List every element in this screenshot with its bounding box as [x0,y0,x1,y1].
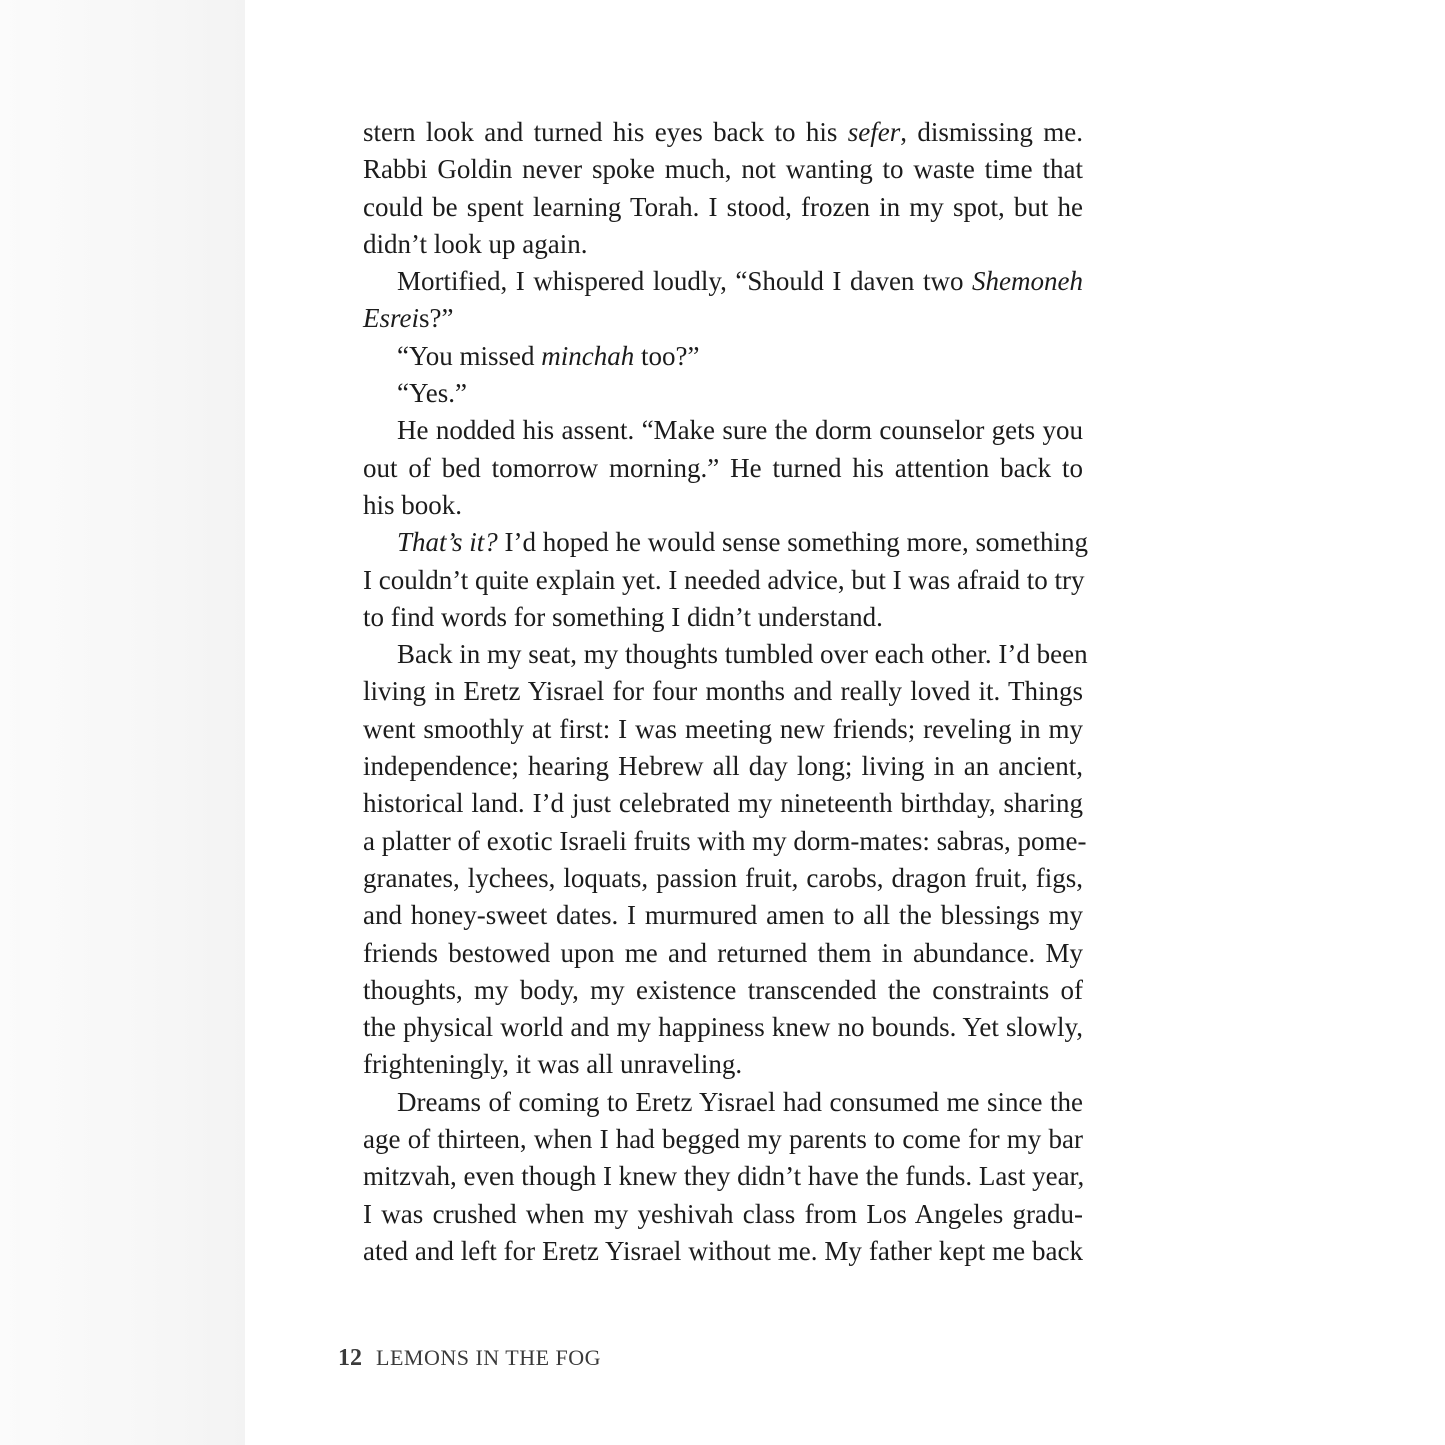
text-line: his book. [363,489,463,520]
text-line: Mortified, I whispered loudly, “Should I daven two Shemoneh [397,266,1083,297]
page-number: 12 [338,1345,362,1371]
text-line: to find words for something I didn’t understand. [363,601,883,632]
text-line: frighteningly, it was all unraveling. [363,1049,743,1080]
text-line: and honey-sweet dates. I murmured amen to all the blessings my [363,900,1083,931]
text-line: “Yes.” [397,378,468,409]
text-line: a platter of exotic Israeli fruits with my dorm-mates: sabras, pome- [363,825,1087,856]
text-line: age of thirteen, when I had begged my parents to come for my bar [363,1124,1083,1155]
text-line: Back in my seat, my thoughts tumbled over each other. I’d been [397,639,1088,670]
text-line: out of bed tomorrow morning.” He turned his attention back to [363,452,1083,483]
text-line: “You missed minchah too?” [397,340,700,371]
text-line: Esreis?” [363,303,454,334]
text-line: Rabbi Goldin never spoke much, not wanting to waste time that [363,154,1083,185]
text-line: friends bestowed upon me and returned them in abundance. My [363,937,1083,968]
text-line: didn’t look up again. [363,228,588,259]
body-text [363,114,1088,1270]
text-line: Dreams of coming to Eretz Yisrael had consumed me since the [397,1086,1083,1117]
page-edge-shading [0,0,245,1445]
running-title: LEMONS IN THE FOG [376,1345,602,1370]
page-footer [338,1345,601,1372]
text-line: I couldn’t quite explain yet. I needed advice, but I was afraid to try [363,564,1085,595]
text-line: granates, lychees, loquats, passion fruit, carobs, dragon fruit, figs, [363,862,1083,893]
text-line: ated and left for Eretz Yisrael without me. My father kept me back [363,1235,1083,1266]
text-line: stern look and turned his eyes back to his sefer, dismissing me. [363,117,1083,147]
text-line: mitzvah, even though I knew they didn’t have the funds. Last year, [363,1161,1085,1192]
text-line: He nodded his assent. “Make sure the dorm counselor gets you [397,415,1083,446]
text-line: That’s it? I’d hoped he would sense something more, something [397,527,1088,558]
text-line: I was crushed when my yeshivah class from Los Angeles gradu- [363,1198,1083,1229]
text-line: thoughts, my body, my existence transcended the constraints of [363,974,1083,1005]
text-line: independence; hearing Hebrew all day long; living in an ancient, [363,751,1083,782]
text-line: living in Eretz Yisrael for four months and really loved it. Things [363,676,1083,707]
text-line: could be spent learning Torah. I stood, frozen in my spot, but he [363,191,1083,222]
text-line: went smoothly at first: I was meeting new friends; reveling in my [363,713,1083,744]
text-line: the physical world and my happiness knew no bounds. Yet slowly, [363,1012,1083,1043]
text-line: historical land. I’d just celebrated my nineteenth birthday, sharing [363,788,1083,819]
